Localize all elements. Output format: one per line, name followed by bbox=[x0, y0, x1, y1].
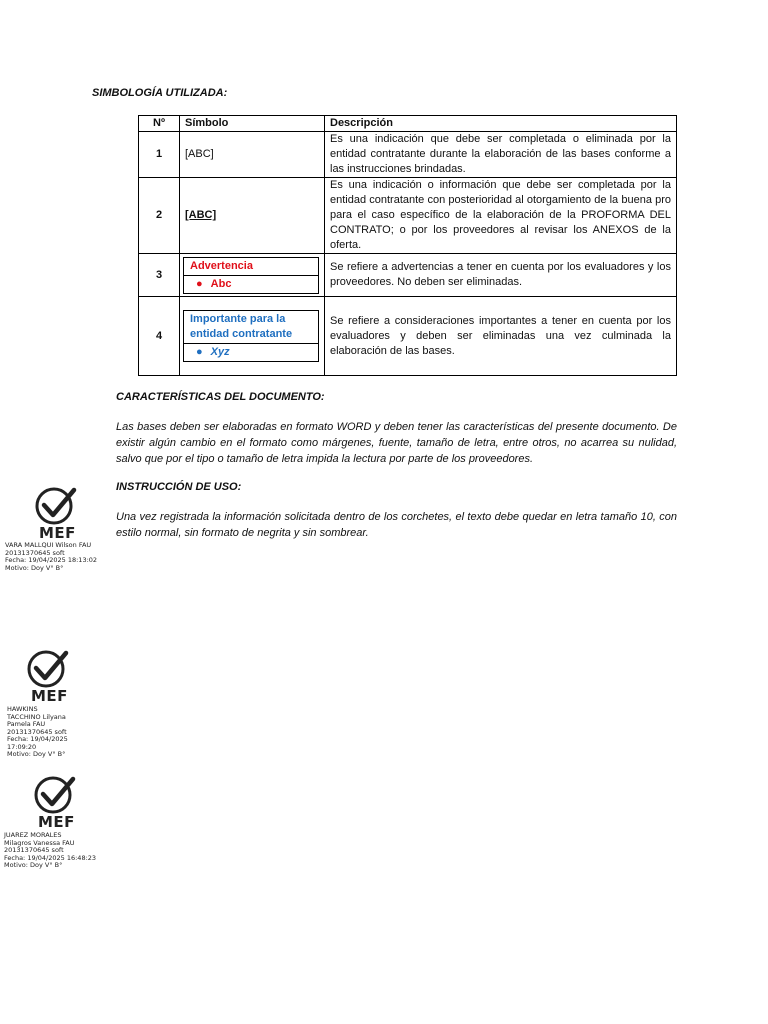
check-seal-icon bbox=[33, 775, 77, 815]
row-num: 2 bbox=[139, 178, 180, 254]
mef-logo: MEF bbox=[31, 687, 68, 705]
row-symbol: [ABC] bbox=[185, 209, 217, 221]
bullet-icon: ● bbox=[196, 346, 203, 358]
header-desc: Descripción bbox=[325, 116, 677, 132]
important-box bbox=[183, 310, 319, 362]
table-row bbox=[139, 297, 677, 376]
symbology-table bbox=[138, 115, 677, 376]
mef-logo: MEF bbox=[39, 524, 76, 542]
row-num: 4 bbox=[139, 297, 180, 376]
stamp-text: HAWKINS TACCHINO Lilyana Pamela FAU 20131370645 soft Fecha: 19/04/2025 17:09:20 Motivo: Doy V° B° bbox=[7, 705, 68, 758]
stamp-text: JUAREZ MORALES Milagros Vanessa FAU 20131370645 soft Fecha: 19/04/2025 16:48:23 Motivo: Doy V° B° bbox=[4, 831, 97, 869]
header-num: Nº bbox=[139, 116, 180, 132]
table-row bbox=[139, 132, 677, 178]
header-symbol: Símbolo bbox=[180, 116, 325, 132]
table-header-row bbox=[139, 116, 677, 132]
important-title: Importante para la entidad contratante bbox=[184, 311, 318, 344]
caracteristicas-text: Las bases deben ser elaboradas en formato WORD y deben tener las características del presente documento. De existir algún cambio en el formato como márgenes, fuente, tamaño de letra, entre otros, no acarrea su nulidad, salvo que por el tipo o tamaño de letra impida la lectura por parte de los proveedores. bbox=[116, 421, 677, 465]
check-seal-icon bbox=[34, 486, 78, 526]
simbologia-heading: SIMBOLOGÍA UTILIZADA: bbox=[92, 87, 228, 99]
instruccion-text: Una vez registrada la información solicitada dentro de los corchetes, el texto debe quedar en letra tamaño 10, con estilo normal, sin formato de negrita y sin sombrear. bbox=[116, 511, 677, 539]
caracteristicas-heading: CARACTERÍSTICAS DEL DOCUMENTO: bbox=[116, 391, 325, 403]
row-desc: Se refiere a advertencias a tener en cuenta por los evaluadores y los proveedores. No deben ser eliminadas. bbox=[325, 254, 677, 297]
row-symbol: [ABC] bbox=[180, 132, 325, 178]
table-row bbox=[139, 178, 677, 254]
instruccion-heading: INSTRUCCIÓN DE USO: bbox=[116, 481, 242, 493]
row-desc: Se refiere a consideraciones importantes a tener en cuenta por los evaluadores y deben ser eliminadas una vez culminada la elaboración de las bases. bbox=[325, 297, 677, 376]
check-seal-icon bbox=[26, 649, 70, 689]
warning-box bbox=[183, 257, 319, 294]
row-num: 3 bbox=[139, 254, 180, 297]
signature-stamp bbox=[5, 486, 97, 572]
warning-item: Abc bbox=[210, 277, 232, 290]
stamp-text: VARA MALLQUI Wilson FAU 20131370645 soft Fecha: 19/04/2025 18:13:02 Motivo: Doy V° B° bbox=[5, 541, 98, 572]
row-desc: Es una indicación que debe ser completada o eliminada por la entidad contratante durante la elaboración de las bases conforme a las instrucciones brindadas. bbox=[325, 132, 677, 178]
mef-logo: MEF bbox=[38, 813, 75, 831]
row-num: 1 bbox=[139, 132, 180, 178]
signature-stamp bbox=[7, 649, 68, 759]
table-row bbox=[139, 254, 677, 297]
warning-title: Advertencia bbox=[184, 258, 318, 276]
signature-stamp bbox=[4, 775, 96, 870]
bullet-icon: ● bbox=[196, 277, 203, 290]
row-desc: Es una indicación o información que debe ser completada por la entidad contratante con posterioridad al otorgamiento de la buena pro para el caso específico de la elaboración de la PROFORMA DEL CONTRATO; o por los proveedores al revisar los ANEXOS de la oferta. bbox=[325, 178, 677, 254]
important-item: Xyz bbox=[210, 346, 230, 358]
